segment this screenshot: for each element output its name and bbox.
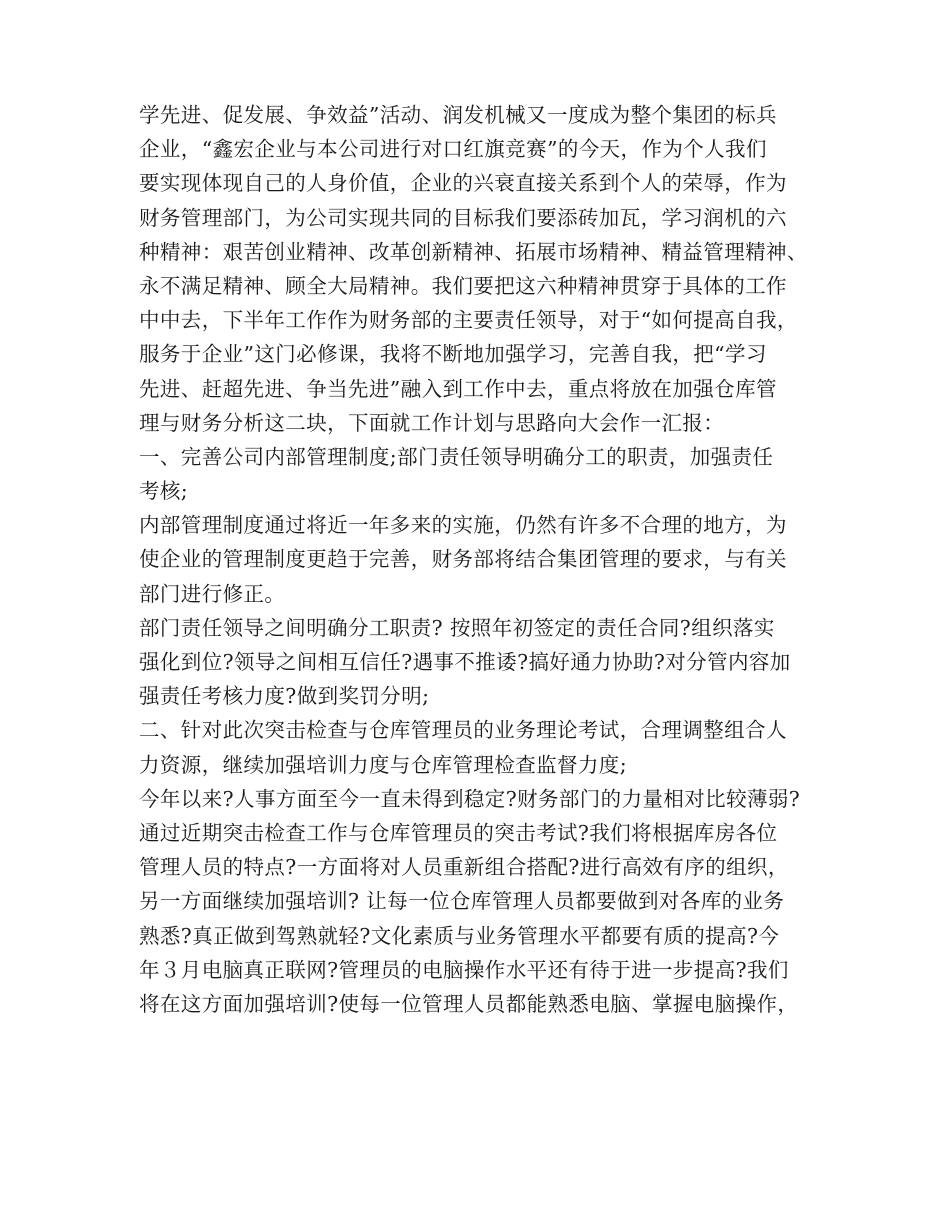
- text-line: 强责任考核力度?做到奖罚分明;: [139, 684, 430, 709]
- text-line: 使企业的管理制度更趋于完善，财务部将结合集团管理的要求，与有关: [139, 547, 787, 572]
- text-line: 服务于企业”这门必修课，我将不断地加强学习，完善自我，把“学习: [139, 342, 767, 367]
- text-line: 内部管理制度通过将近一年多来的实施，仍然有许多不合理的地方，为: [139, 513, 787, 538]
- text-line: 年３月电脑真正联网?管理员的电脑操作水平还有待于进一步提高?我们: [139, 957, 789, 982]
- heading-line: 考核;: [139, 479, 189, 504]
- text-line: 学先进、促发展、争效益”活动、润发机械又一度成为整个集团的标兵: [139, 103, 777, 127]
- text-line: 将在这方面加强培训?使每一位管理人员都能熟悉电脑、掌握电脑操作，: [139, 991, 799, 1016]
- text-line: 理与财务分析这二块，下面就工作计划与思路向大会作一汇报：: [139, 410, 725, 435]
- text-line: 另一方面继续加强培训? 让每一位仓库管理人员都要做到对各库的业务: [139, 889, 785, 914]
- text-line: 中中去，下半年工作作为财务部的主要责任领导，对于“如何提高自我，: [139, 308, 798, 333]
- text-line: 要实现体现自己的人身价值，企业的兴衰直接关系到个人的荣辱，作为: [139, 171, 787, 196]
- heading-line: 力资源，继续加强培训力度与仓库管理检查监督力度;: [139, 752, 628, 777]
- text-line: 管理人员的特点?一方面将对人员重新组合搭配?进行高效有序的组织，: [139, 855, 789, 880]
- text-line: 先进、赶超先进、争当先进”融入到工作中去，重点将放在加强仓库管: [139, 376, 777, 401]
- heading-line: 二、针对此次突击检查与仓库管理员的业务理论考试，合理调整组合人: [139, 718, 787, 743]
- text-line: 熟悉?真正做到驾熟就轻?文化素质与业务管理水平都要有质的提高?今: [139, 923, 780, 948]
- text-line: 通过近期突击检查工作与仓库管理员的突击考试?我们将根据库房各位: [139, 820, 778, 845]
- document-body: [139, 98, 829, 1021]
- text-line: 部门进行修正。: [139, 581, 286, 606]
- text-line: 种精神：艰苦创业精神、改革创新精神、拓展市场精神、精益管理精神、: [139, 239, 808, 264]
- text-line: 部门责任领导之间明确分工职责? 按照年初签定的责任合同?组织落实: [139, 615, 775, 640]
- text-line: 永不满足精神、顾全大局精神。我们要把这六种精神贯穿于具体的工作: [139, 273, 787, 298]
- text-line: 企业，“鑫宏企业与本公司进行对口红旗竞赛”的今天，作为个人我们: [139, 137, 767, 162]
- heading-line: 一、完善公司内部管理制度;部门责任领导明确分工的职责，加强责任: [139, 444, 774, 469]
- text-line: 财务管理部门，为公司实现共同的目标我们要添砖加瓦，学习润机的六: [139, 205, 787, 230]
- text-line: 强化到位?领导之间相互信任?遇事不推诿?搞好通力协助?对分管内容加: [139, 650, 791, 674]
- text-line: 今年以来?人事方面至今一直未得到稳定?财务部门的力量相对比较薄弱?: [139, 786, 801, 811]
